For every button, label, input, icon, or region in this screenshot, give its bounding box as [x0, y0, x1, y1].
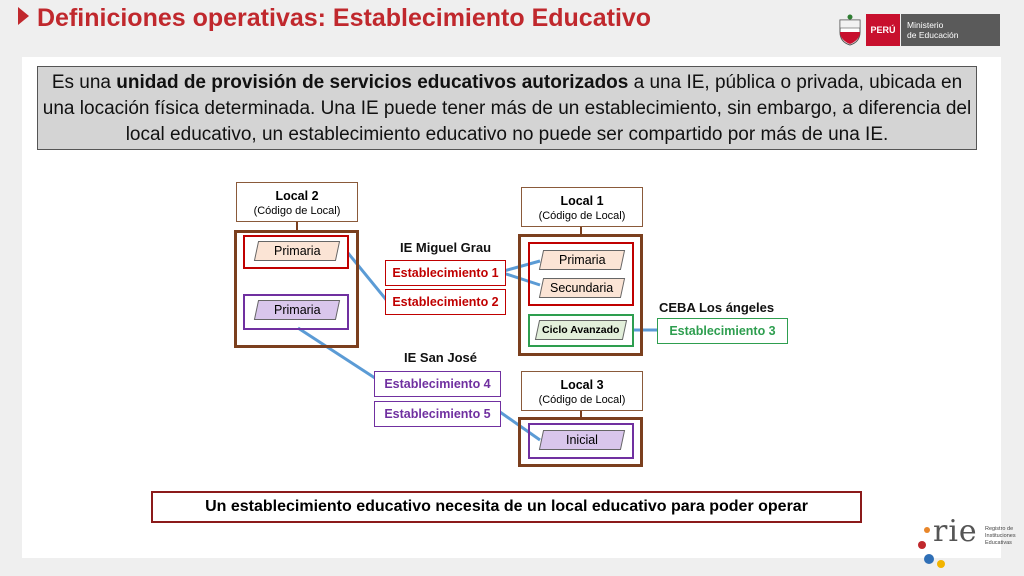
ie-miguel-grau-label: IE Miguel Grau	[400, 240, 492, 255]
establecimiento-3: Establecimiento 3	[657, 318, 788, 344]
local-2-label: Local 2 (Código de Local)	[236, 182, 358, 222]
local-2-primaria-1: Primaria	[254, 241, 340, 261]
ie-san-jose-label: IE San José	[404, 350, 477, 365]
establecimiento-5: Establecimiento 5	[374, 401, 501, 427]
establecimiento-4: Establecimiento 4	[374, 371, 501, 397]
page-title: Definiciones operativas: Establecimiento Educativo	[18, 4, 651, 33]
rie-logo: rie Registro de Instituciones Educativas	[917, 512, 1017, 572]
local-3-label: Local 3 (Código de Local)	[521, 371, 643, 411]
ministry-brand-badge: Ministerio de Educación	[901, 14, 1000, 46]
local-2-primaria-2: Primaria	[254, 300, 340, 320]
definition-box: Es una unidad de provisión de servicios educativos autorizados a una IE, pública o privada, ubicada en una locación física determinada. Una IE puede tener más de un establecimiento, sin embargo, a diferencia del local educativo, un establecimiento educativo no puede ser compartido por más de una IE.	[37, 66, 977, 150]
local-1-secundaria: Secundaria	[539, 278, 625, 298]
local-1-ciclo-avanzado: Ciclo Avanzado	[535, 320, 627, 340]
local-3-inicial: Inicial	[539, 430, 625, 450]
establecimiento-2: Establecimiento 2	[385, 289, 506, 315]
ceba-label: CEBA Los ángeles	[659, 300, 775, 315]
conclusion-box: Un establecimiento educativo necesita de un local educativo para poder operar	[151, 491, 862, 523]
establecimiento-1: Establecimiento 1	[385, 260, 506, 286]
peru-brand-badge: PERÚ	[866, 14, 900, 46]
local-1-label: Local 1 (Código de Local)	[521, 187, 643, 227]
local-1-primaria: Primaria	[539, 250, 625, 270]
